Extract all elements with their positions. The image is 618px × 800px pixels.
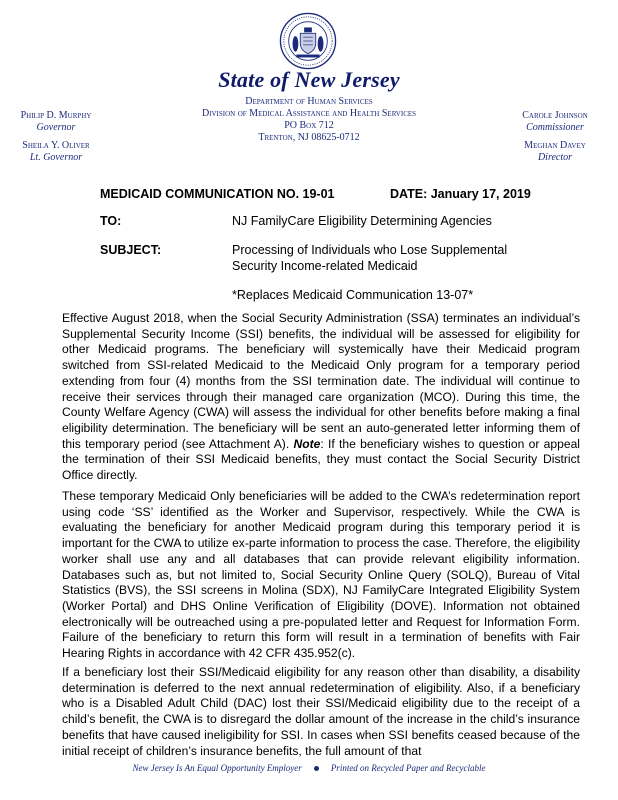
director-name: Meghan Davey bbox=[524, 140, 586, 151]
subject-value: Processing of Individuals who Lose Supplemental Security Income-related Medicaid bbox=[232, 243, 508, 273]
director-title: Director bbox=[537, 152, 573, 163]
para1-text-a: Effective August 2018, when the Social Security Administration (SSA) terminates an individual’s Supplemental Security Income (SSI) benefits, the individual will be assessed for eligibility for other Medicaid programs. The beneficiary will systemically have their Medicaid program switched from SSI-related Medicaid to the Medicaid Only program for a temporary period extending from four (4) months from the SSI termination date. The individual will continue to receive their services through their managed care organization (MCO). During this time, the County Welfare Agency (CWA) will assess the individual for other benefits before making a final eligibility determination. The beneficiary will be sent an auto-generated letter informing them of this temporary period (see Attachment A). bbox=[62, 311, 580, 451]
footer-recycled: Printed on Recycled Paper and Recyclable bbox=[330, 763, 486, 773]
lt-governor-name: Sheila Y. Oliver bbox=[22, 140, 90, 151]
replaces-note: *Replaces Medicaid Communication 13-07* bbox=[232, 288, 474, 302]
para1-text-b: : If the beneficiary wishes to question or appeal the termination of their SSI Medicaid benefits, they must contact the Social Security District Office directly. bbox=[62, 436, 580, 483]
state-title: State of New Jersey bbox=[218, 67, 400, 92]
communication-number: MEDICAID COMMUNICATION NO. 19-01 bbox=[100, 187, 335, 201]
city-address: Trenton, NJ 08625-0712 bbox=[258, 132, 360, 143]
body-paragraph-3: If a beneficiary lost their SSI/Medicaid eligibility for any reason other than disability, a disability determination is deferred to the next annual redetermination of eligibility. Also, if a beneficiary who is a Disabled Adult Child (DAC) lost their SSI/Medicaid eligibility due to the receipt of a child’s benefit, the CWA is to disregard the dollar amount of the increase in the child’s insurance benefits that have caused ineligibility for SSI. In cases when SSI benefits ceased because of the initial receipt of children’s insurance benefits, the full amount of that bbox=[62, 665, 580, 758]
body-paragraph-1 bbox=[62, 311, 580, 484]
footer bbox=[0, 762, 618, 774]
footer-eoe: New Jersey Is An Equal Opportunity Employer bbox=[132, 763, 302, 773]
note-label: Note bbox=[293, 436, 321, 451]
body-paragraph-2: These temporary Medicaid Only beneficiaries will be added to the CWA’s redetermination report using code ‘SS’ identified as the Worker and Supervisor, respectively. While the CWA is evaluating the beneficiary for another Medicaid program during this temporary period it is important for the CWA to utilize ex-parte information to process the case. Therefore, the eligibility worker shall use any and all databases that can provide relevant eligibility information. Databases such as, but not limited to, Social Security Online Query (SOLQ), Bureau of Vital Statistics (BVS), the SSI screens in Molina (SDX), NJ FamilyCare Integrated Eligibility System (Worker Portal) and DHS Online Verification of Eligibility (DOVE). Information not obtained electronically will be outreached using a pre-populated letter and Request for Information Form. Failure of the beneficiary to return this form will result in a termination of benefits with Fair Hearing Rights in accordance with 42 CFR 435.952(c). bbox=[62, 489, 580, 661]
bullet-icon bbox=[314, 766, 319, 771]
to-value: NJ FamilyCare Eligibility Determining Agencies bbox=[232, 214, 492, 228]
governor-title: Governor bbox=[36, 122, 76, 133]
division-name: Division of Medical Assistance and Health Services bbox=[201, 108, 417, 119]
communication-date: DATE: January 17, 2019 bbox=[390, 187, 531, 201]
subject-label: SUBJECT: bbox=[100, 243, 162, 257]
commissioner-name: Carole Johnson bbox=[522, 110, 588, 121]
po-box: PO Box 712 bbox=[284, 120, 334, 131]
to-label: TO: bbox=[100, 214, 122, 228]
department-name: Department of Human Services bbox=[245, 96, 373, 107]
commissioner-title: Commissioner bbox=[526, 122, 584, 133]
governor-name: Philip D. Murphy bbox=[20, 110, 92, 121]
lt-governor-title: Lt. Governor bbox=[29, 152, 83, 163]
state-seal-icon bbox=[279, 12, 337, 70]
